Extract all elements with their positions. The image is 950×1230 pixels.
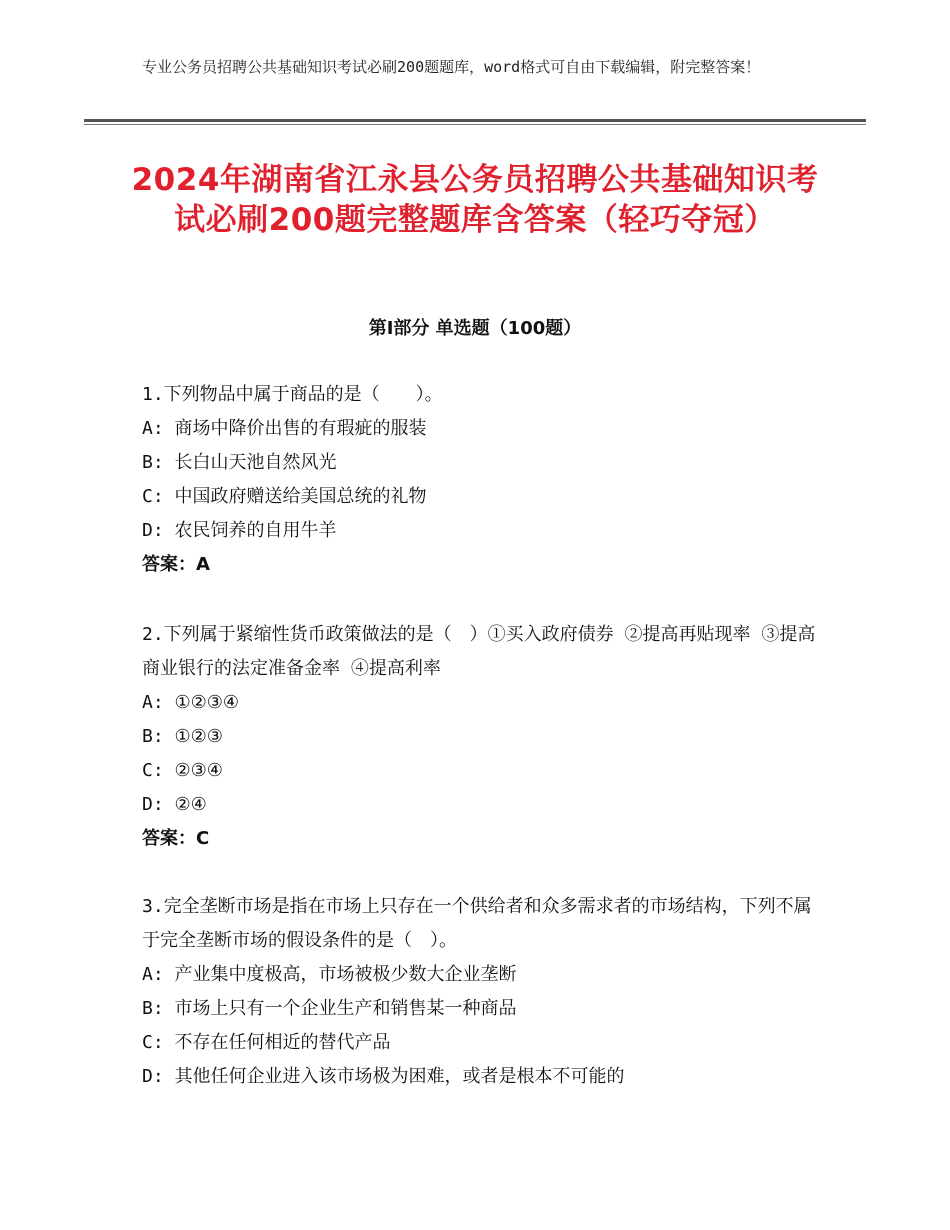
- question-stem: 2.下列属于紧缩性货币政策做法的是（ ）①买入政府债券 ②提高再贴现率 ③提高商业银行的法定准备金率 ④提高利率: [142, 624, 816, 679]
- option-d: D: 农民饲养的自用牛羊: [142, 520, 337, 541]
- option-c: C: 中国政府赠送给美国总统的礼物: [142, 486, 427, 507]
- document-title: 2024年湖南省江永县公务员招聘公共基础知识考试必刷200题完整题库含答案（轻巧夺冠）: [131, 162, 819, 238]
- header-divider-thick: [84, 119, 866, 122]
- option-d: D: ②④: [142, 794, 207, 815]
- question-2: [142, 618, 822, 856]
- option-a: A: 商场中降价出售的有瑕疵的服装: [142, 418, 427, 439]
- question-stem: 1.下列物品中属于商品的是（ ）。: [142, 384, 443, 405]
- answer: 答案：C: [142, 828, 210, 849]
- header-divider-thin: [84, 124, 866, 125]
- option-c: C: 不存在任何相近的替代产品: [142, 1032, 391, 1053]
- question-stem: 3.完全垄断市场是指在市场上只存在一个供给者和众多需求者的市场结构，下列不属于完全垄断市场的假设条件的是（ ）。: [142, 896, 812, 951]
- option-b: B: ①②③: [142, 726, 223, 747]
- section-title: 第Ⅰ部分 单选题（100题）: [368, 318, 582, 339]
- question-3: [142, 890, 822, 1094]
- option-a: A: ①②③④: [142, 692, 240, 713]
- option-b: B: 市场上只有一个企业生产和销售某一种商品: [142, 998, 517, 1019]
- header-divider: [84, 119, 866, 126]
- option-b: B: 长白山天池自然风光: [142, 452, 337, 473]
- option-d: D: 其他任何企业进入该市场极为困难，或者是根本不可能的: [142, 1066, 625, 1087]
- option-c: C: ②③④: [142, 760, 223, 781]
- header-note: 专业公务员招聘公共基础知识考试必刷200题题库，word格式可自由下载编辑，附完整答案！: [142, 58, 761, 76]
- answer: 答案：A: [142, 554, 210, 575]
- option-a: A: 产业集中度极高，市场被极少数大企业垄断: [142, 964, 517, 985]
- question-1: [142, 378, 822, 582]
